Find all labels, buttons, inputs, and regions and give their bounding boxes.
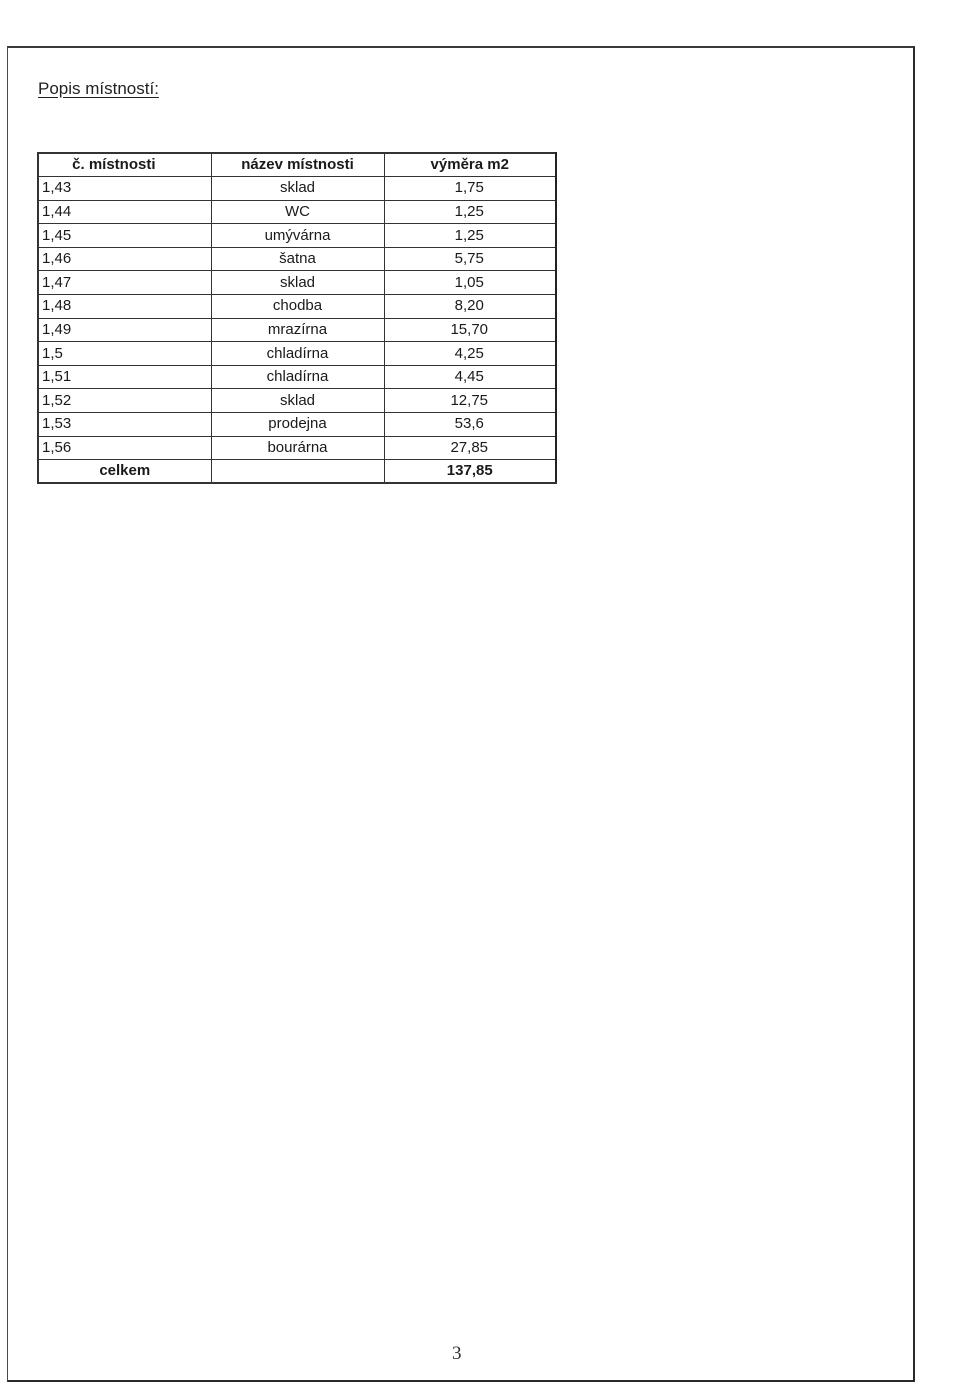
room-number: 1,53 bbox=[38, 413, 211, 437]
room-name: bourárna bbox=[211, 436, 384, 460]
total-value: 137,85 bbox=[384, 460, 556, 484]
room-area: 1,25 bbox=[384, 224, 556, 248]
table-row bbox=[38, 271, 556, 295]
room-number: 1,52 bbox=[38, 389, 211, 413]
room-area: 15,70 bbox=[384, 318, 556, 342]
room-name: sklad bbox=[211, 389, 384, 413]
table-row bbox=[38, 200, 556, 224]
room-name: umývárna bbox=[211, 224, 384, 248]
room-name: mrazírna bbox=[211, 318, 384, 342]
header-room-name: název místnosti bbox=[211, 153, 384, 177]
table-row bbox=[38, 295, 556, 319]
room-area: 1,75 bbox=[384, 177, 556, 201]
page-title: Popis místností: bbox=[38, 79, 159, 98]
room-area: 1,25 bbox=[384, 200, 556, 224]
room-name: prodejna bbox=[211, 413, 384, 437]
room-name: sklad bbox=[211, 271, 384, 295]
room-name: sklad bbox=[211, 177, 384, 201]
room-number: 1,56 bbox=[38, 436, 211, 460]
room-area: 4,25 bbox=[384, 342, 556, 366]
room-number: 1,46 bbox=[38, 247, 211, 271]
table-total-row bbox=[38, 460, 556, 484]
table-row bbox=[38, 247, 556, 271]
room-number: 1,47 bbox=[38, 271, 211, 295]
rooms-table bbox=[37, 152, 557, 484]
total-label: celkem bbox=[38, 460, 211, 484]
table-row bbox=[38, 318, 556, 342]
room-number: 1,49 bbox=[38, 318, 211, 342]
header-room-area: výměra m2 bbox=[384, 153, 556, 177]
header-room-number: č. místnosti bbox=[38, 153, 211, 177]
room-name: chladírna bbox=[211, 365, 384, 389]
room-area: 27,85 bbox=[384, 436, 556, 460]
table-row bbox=[38, 413, 556, 437]
table-row bbox=[38, 365, 556, 389]
room-number: 1,45 bbox=[38, 224, 211, 248]
room-name: chladírna bbox=[211, 342, 384, 366]
room-name: WC bbox=[211, 200, 384, 224]
table-row bbox=[38, 342, 556, 366]
table-row bbox=[38, 389, 556, 413]
room-area: 4,45 bbox=[384, 365, 556, 389]
room-area: 8,20 bbox=[384, 295, 556, 319]
room-name: šatna bbox=[211, 247, 384, 271]
room-number: 1,51 bbox=[38, 365, 211, 389]
page-number: 3 bbox=[452, 1343, 462, 1364]
total-empty-cell bbox=[211, 460, 384, 484]
room-area: 1,05 bbox=[384, 271, 556, 295]
room-number: 1,44 bbox=[38, 200, 211, 224]
room-number: 1,43 bbox=[38, 177, 211, 201]
room-area: 12,75 bbox=[384, 389, 556, 413]
table-row bbox=[38, 436, 556, 460]
room-number: 1,5 bbox=[38, 342, 211, 366]
room-name: chodba bbox=[211, 295, 384, 319]
room-area: 53,6 bbox=[384, 413, 556, 437]
table-row bbox=[38, 224, 556, 248]
table-row bbox=[38, 177, 556, 201]
table-header-row bbox=[38, 153, 556, 177]
room-number: 1,48 bbox=[38, 295, 211, 319]
room-area: 5,75 bbox=[384, 247, 556, 271]
